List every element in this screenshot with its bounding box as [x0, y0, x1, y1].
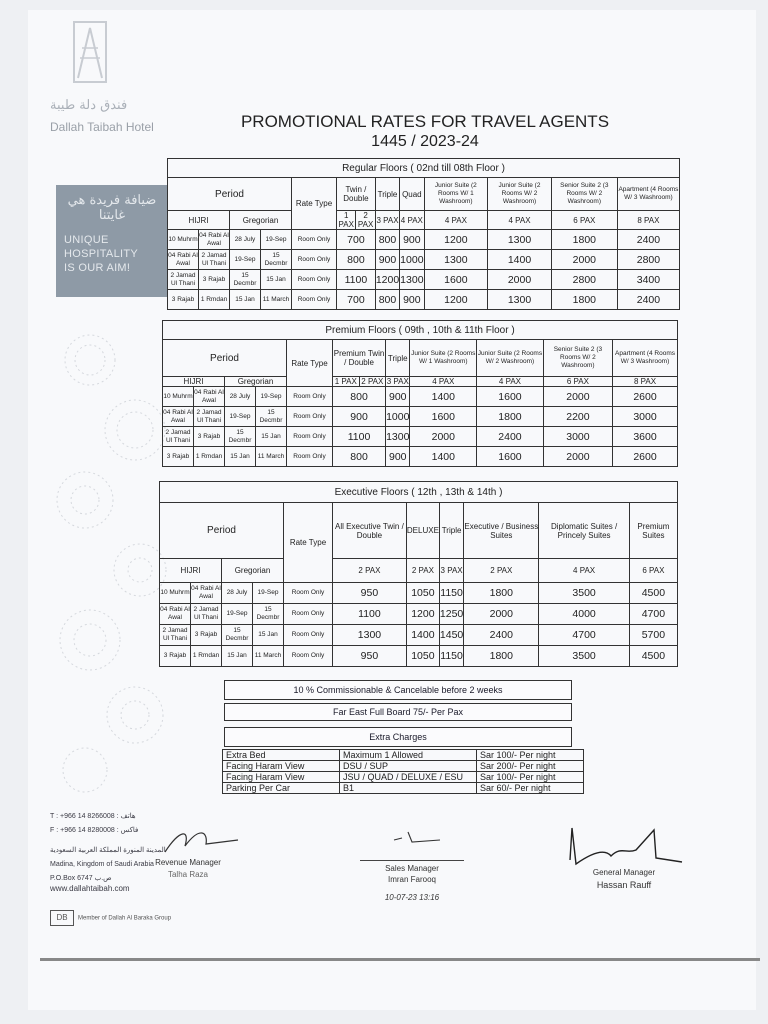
slogan-line-1: UNIQUE [64, 234, 109, 246]
rate-cell: 1300 [488, 230, 552, 250]
gregorian-start: 15 Decmbr [225, 427, 256, 447]
rate-cell: 1800 [551, 290, 617, 310]
pax-label: 4 PAX [539, 559, 629, 583]
gregorian-start: 15 Jan [222, 646, 253, 667]
rate-cell: 1100 [333, 604, 407, 625]
rate-cell: 2800 [551, 270, 617, 290]
rate-cell: 2400 [617, 230, 679, 250]
charge-row [223, 761, 584, 772]
table-row [160, 604, 678, 625]
rate-cell: 1050 [406, 583, 439, 604]
charge-condition: JSU / QUAD / DELUXE / ESU [340, 772, 477, 783]
rate-cell: 1200 [424, 290, 488, 310]
hijri-start: 3 Rajab [160, 646, 191, 667]
pax-label: 4 PAX [477, 377, 544, 387]
rate-cell: 900 [386, 387, 410, 407]
sales-signature-line [360, 860, 464, 861]
rate-cell: 2000 [410, 427, 477, 447]
gregorian-end: 11 March [253, 646, 284, 667]
general-manager-signature-icon [566, 820, 686, 872]
rate-type-cell: Room Only [284, 583, 333, 604]
hijri-start: 3 Rajab [168, 290, 199, 310]
gregorian-start: 19-Sep [225, 407, 256, 427]
rate-cell: 3000 [613, 407, 678, 427]
table-row [160, 646, 678, 667]
pax-label: 3 PAX [439, 559, 463, 583]
commission-note: 10 % Commissionable & Cancelable before 2 weeks [224, 680, 572, 700]
rate-type-cell: Room Only [292, 250, 337, 270]
sales-manager-signature-icon [390, 826, 450, 848]
gregorian-end: 19-Sep [256, 387, 287, 407]
rate-type-cell: Room Only [287, 407, 333, 427]
pax-label: 1 PAX [338, 211, 354, 229]
period-header: Period [168, 178, 292, 211]
gregorian-label: Gregorian [230, 211, 292, 230]
pax-label: 4 PAX [488, 211, 552, 230]
period-header: Period [160, 503, 284, 559]
pax-label: 6 PAX [551, 211, 617, 230]
rate-cell: 1400 [410, 387, 477, 407]
col-senior-suite: Senior Suite 2 (3 Rooms W/ 2 Washroom) [551, 178, 617, 211]
charge-price: Sar 100/- Per night [477, 750, 584, 761]
table-row [163, 447, 678, 467]
rate-cell: 800 [337, 250, 376, 270]
rate-cell: 2000 [488, 270, 552, 290]
rate-type-cell: Room Only [284, 625, 333, 646]
hijri-label: HIJRI [163, 377, 225, 387]
hijri-end: 04 Rabi Al Awal [199, 230, 230, 250]
rate-type-cell: Room Only [292, 230, 337, 250]
rate-type-cell: Room Only [292, 290, 337, 310]
col-premium-suites: Premium Suites [629, 503, 677, 559]
col-executive-suites: Executive / Business Suites [464, 503, 539, 559]
rate-cell: 3600 [613, 427, 678, 447]
slogan-arabic: ضيافة فريدة هي غايتنا [67, 193, 157, 223]
pax-label: 6 PAX [543, 377, 612, 387]
slogan-english [64, 233, 168, 275]
charge-condition: DSU / SUP [340, 761, 477, 772]
rate-cell: 2000 [464, 604, 539, 625]
col-junior-suite-2: Junior Suite (2 Rooms W/ 2 Washroom) [488, 178, 552, 211]
rate-cell: 2800 [617, 250, 679, 270]
rate-cell: 800 [375, 230, 399, 250]
rate-cell: 2400 [617, 290, 679, 310]
gregorian-end: 15 Jan [253, 625, 284, 646]
table-row [168, 270, 680, 290]
hijri-end: 1 Rmdan [194, 447, 225, 467]
rate-cell: 1150 [439, 646, 463, 667]
rate-type-cell: Room Only [287, 427, 333, 447]
regular-floors-title: Regular Floors ( 02nd till 08th Floor ) [168, 159, 680, 178]
rate-cell: 2000 [543, 447, 612, 467]
group-logo-icon: DB [50, 910, 74, 926]
gregorian-start: 19-Sep [230, 250, 261, 270]
premium-floors-table [162, 320, 678, 467]
pax-label: 2 PAX [464, 559, 539, 583]
charge-condition: B1 [340, 783, 477, 794]
slogan-line-3: IS OUR AIM! [64, 262, 131, 274]
rate-cell: 1450 [439, 625, 463, 646]
gregorian-label: Gregorian [225, 377, 287, 387]
rate-cell: 1300 [400, 270, 424, 290]
col-quad: Quad [400, 178, 424, 211]
pax-label: 4 PAX [400, 211, 424, 230]
hijri-end: 3 Rajab [191, 625, 222, 646]
rate-cell: 1300 [424, 250, 488, 270]
hijri-end: 3 Rajab [199, 270, 230, 290]
pax-label: 2 PAX [406, 559, 439, 583]
charge-row [223, 750, 584, 761]
rate-cell: 2600 [613, 447, 678, 467]
hijri-start: 3 Rajab [163, 447, 194, 467]
charge-condition: Maximum 1 Allowed [340, 750, 477, 761]
charge-row [223, 783, 584, 794]
gregorian-start: 15 Jan [225, 447, 256, 467]
rate-cell: 3500 [539, 583, 629, 604]
rate-cell: 2400 [464, 625, 539, 646]
rate-cell: 950 [333, 646, 407, 667]
rate-type-header: Rate Type [292, 178, 337, 230]
rate-cell: 4500 [629, 646, 677, 667]
charge-item: Parking Per Car [223, 783, 340, 794]
gregorian-end: 19-Sep [261, 230, 292, 250]
page-subtitle: 1445 / 2023-24 [371, 133, 479, 150]
extra-charges-table [222, 749, 584, 794]
rate-cell: 1050 [406, 646, 439, 667]
page-divider [40, 958, 760, 961]
gregorian-start: 15 Decmbr [230, 270, 261, 290]
rate-cell: 900 [386, 447, 410, 467]
hijri-end: 2 Jamad Ul Thani [199, 250, 230, 270]
pax-label: 2 PAX [357, 211, 374, 229]
executive-floors-title: Executive Floors ( 12th , 13th & 14th ) [160, 482, 678, 503]
website-link[interactable]: www.dallahtaibah.com [50, 884, 130, 893]
rate-cell: 1400 [410, 447, 477, 467]
hijri-start: 04 Rabi Al Awal [160, 604, 191, 625]
hijri-start: 10 Muhrm [160, 583, 191, 604]
hijri-end: 2 Jamad Ul Thani [194, 407, 225, 427]
rate-cell: 1600 [477, 447, 544, 467]
rate-cell: 800 [333, 387, 386, 407]
pax-label: 2 PAX [333, 559, 407, 583]
rate-cell: 5700 [629, 625, 677, 646]
rate-cell: 1600 [410, 407, 477, 427]
rate-cell: 1000 [400, 250, 424, 270]
rate-cell: 1600 [477, 387, 544, 407]
sales-manager-name: Imran Farooq [387, 875, 437, 884]
col-apartment: Apartment (4 Rooms W/ 3 Washroom) [617, 178, 679, 211]
charge-item: Facing Haram View [223, 772, 340, 783]
hotel-name-arabic: فندق دلة طيبة [50, 98, 128, 113]
rate-cell: 800 [375, 290, 399, 310]
member-text: Member of Dallah Al Baraka Group [78, 915, 172, 922]
rate-cell: 1100 [333, 427, 386, 447]
revenue-manager-name: Talha Raza [167, 870, 209, 879]
col-deluxe: DELUXE [406, 503, 439, 559]
rate-cell: 4700 [539, 625, 629, 646]
hijri-label: HIJRI [168, 211, 230, 230]
rate-cell: 1400 [488, 250, 552, 270]
po-box: P.O.Box 6747 ص.ب [50, 875, 112, 882]
col-junior-suite-2: Junior Suite (2 Rooms W/ 2 Washroom) [477, 340, 544, 377]
pax-label: 4 PAX [424, 211, 488, 230]
regular-floors-table [167, 158, 680, 310]
hijri-start: 04 Rabi Al Awal [163, 407, 194, 427]
rate-cell: 900 [333, 407, 386, 427]
gregorian-start: 19-Sep [222, 604, 253, 625]
general-manager-title: General Manager [592, 868, 656, 877]
hijri-start: 2 Jamad Ul Thani [168, 270, 199, 290]
document-date: 10-07-23 13:16 [384, 893, 440, 902]
page-title: PROMOTIONAL RATES FOR TRAVEL AGENTS [240, 112, 610, 131]
rate-cell: 2000 [543, 387, 612, 407]
pax-label: 8 PAX [617, 211, 679, 230]
rate-cell: 950 [333, 583, 407, 604]
rate-cell: 800 [333, 447, 386, 467]
rate-cell: 1800 [551, 230, 617, 250]
gregorian-end: 15 Decmbr [256, 407, 287, 427]
executive-floors-table [159, 481, 678, 667]
rate-type-cell: Room Only [287, 447, 333, 467]
col-triple: Triple [439, 503, 463, 559]
rate-cell: 900 [375, 250, 399, 270]
charge-price: Sar 60/- Per night [477, 783, 584, 794]
address-english: Madina, Kingdom of Saudi Arabia [50, 861, 154, 868]
rate-cell: 1400 [406, 625, 439, 646]
rate-cell: 1250 [439, 604, 463, 625]
group-membership [50, 910, 171, 926]
pax-label: 2 PAX [359, 377, 386, 387]
col-triple: Triple [375, 178, 399, 211]
hijri-end: 2 Jamad Ul Thani [191, 604, 222, 625]
pax-label: 1 PAX [333, 377, 360, 387]
hijri-end: 1 Rmdan [199, 290, 230, 310]
rate-cell: 1150 [439, 583, 463, 604]
rate-cell: 1300 [333, 625, 407, 646]
charge-price: Sar 100/- Per night [477, 772, 584, 783]
pax-label: 3 PAX [375, 211, 399, 230]
col-junior-suite-1: Junior Suite (2 Rooms W/ 1 Washroom) [424, 178, 488, 211]
gregorian-start: 28 July [230, 230, 261, 250]
pax-label: 6 PAX [629, 559, 677, 583]
slogan-block [56, 185, 168, 297]
pax-label: 4 PAX [410, 377, 477, 387]
hijri-start: 04 Rabi Al Awal [168, 250, 199, 270]
col-diplomatic-suites: Diplomatic Suites / Princely Suites [539, 503, 629, 559]
gregorian-end: 19-Sep [253, 583, 284, 604]
table-row [168, 230, 680, 250]
rate-cell: 2400 [477, 427, 544, 447]
general-manager-name: Hassan Rauff [596, 880, 652, 890]
table-row [168, 250, 680, 270]
charge-row [223, 772, 584, 783]
hijri-start: 10 Muhrm [163, 387, 194, 407]
extra-charges-title: Extra Charges [224, 727, 572, 747]
rate-cell: 700 [337, 230, 376, 250]
col-all-executive: All Executive Twin / Double [333, 503, 407, 559]
table-row [163, 427, 678, 447]
revenue-manager-title: Revenue Manager [155, 858, 221, 867]
gregorian-start: 15 Jan [230, 290, 261, 310]
charge-item: Extra Bed [223, 750, 340, 761]
table-row [163, 387, 678, 407]
fax-number: F : +966 14 8280008 : فاكس [50, 827, 139, 834]
rate-cell: 1800 [464, 646, 539, 667]
hijri-label: HIJRI [160, 559, 222, 583]
rate-type-cell: Room Only [292, 270, 337, 290]
gregorian-label: Gregorian [222, 559, 284, 583]
hijri-start: 2 Jamad Ul Thani [163, 427, 194, 447]
hijri-end: 04 Rabi Al Awal [191, 583, 222, 604]
rate-cell: 1300 [386, 427, 410, 447]
rate-cell: 3000 [543, 427, 612, 447]
premium-floors-title: Premium Floors ( 09th , 10th & 11th Floor ) [163, 321, 678, 340]
col-apartment: Apartment (4 Rooms W/ 3 Washroom) [613, 340, 678, 377]
rate-cell: 4000 [539, 604, 629, 625]
hijri-end: 1 Rmdan [191, 646, 222, 667]
hotel-name-english: Dallah Taibah Hotel [50, 120, 154, 134]
col-triple: Triple [386, 340, 410, 377]
rate-cell: 3500 [539, 646, 629, 667]
rate-cell: 1800 [464, 583, 539, 604]
rate-cell: 2200 [543, 407, 612, 427]
rate-cell: 1600 [424, 270, 488, 290]
rate-cell: 900 [400, 290, 424, 310]
table-row [160, 625, 678, 646]
rate-cell: 1200 [424, 230, 488, 250]
gregorian-start: 28 July [222, 583, 253, 604]
rate-cell: 1200 [375, 270, 399, 290]
gregorian-end: 11 March [261, 290, 292, 310]
rate-cell: 1200 [406, 604, 439, 625]
rate-cell: 1100 [337, 270, 376, 290]
pax-label: 3 PAX [386, 377, 409, 386]
sales-manager-title: Sales Manager [385, 864, 439, 873]
revenue-manager-signature-icon [160, 824, 240, 858]
pax-label: 8 PAX [613, 377, 678, 387]
col-senior-suite: Senior Suite 2 (3 Rooms W/ 2 Washroom) [543, 340, 612, 377]
rate-cell: 4500 [629, 583, 677, 604]
rate-type-header: Rate Type [287, 340, 333, 387]
rate-cell: 4700 [629, 604, 677, 625]
decorative-swirl-pattern [50, 320, 170, 800]
far-east-note: Far East Full Board 75/- Per Pax [224, 703, 572, 721]
col-premium-twin: Premium Twin / Double [333, 340, 386, 377]
gregorian-start: 15 Decmbr [222, 625, 253, 646]
charge-item: Facing Haram View [223, 761, 340, 772]
rate-cell: 700 [337, 290, 376, 310]
table-row [160, 583, 678, 604]
hijri-end: 3 Rajab [194, 427, 225, 447]
period-header: Period [163, 340, 287, 377]
gregorian-end: 15 Jan [261, 270, 292, 290]
rate-cell: 2600 [613, 387, 678, 407]
rate-type-cell: Room Only [287, 387, 333, 407]
rate-cell: 1800 [477, 407, 544, 427]
gregorian-end: 15 Decmbr [253, 604, 284, 625]
rate-cell: 900 [400, 230, 424, 250]
hijri-end: 04 Rabi Al Awal [194, 387, 225, 407]
rate-cell: 1300 [488, 290, 552, 310]
rate-cell: 1000 [386, 407, 410, 427]
hotel-logo-icon [60, 18, 120, 88]
rate-type-cell: Room Only [284, 604, 333, 625]
gregorian-end: 15 Decmbr [261, 250, 292, 270]
slogan-line-2: HOSPITALITY [64, 248, 138, 260]
col-twin-double: Twin / Double [337, 178, 376, 211]
charge-price: Sar 200/- Per night [477, 761, 584, 772]
address-arabic: المدينة المنورة المملكة العربية السعودية [50, 847, 166, 854]
gregorian-end: 11 March [256, 447, 287, 467]
hijri-start: 10 Muhrm [168, 230, 199, 250]
table-row [163, 407, 678, 427]
phone-number: T : +966 14 8266008 : هاتف [50, 813, 136, 820]
rate-type-header: Rate Type [284, 503, 333, 583]
hijri-start: 2 Jamad Ul Thani [160, 625, 191, 646]
gregorian-start: 28 July [225, 387, 256, 407]
rate-cell: 2000 [551, 250, 617, 270]
gregorian-end: 15 Jan [256, 427, 287, 447]
rate-cell: 3400 [617, 270, 679, 290]
col-junior-suite-1: Junior Suite (2 Rooms W/ 1 Washroom) [410, 340, 477, 377]
table-row [168, 290, 680, 310]
rate-type-cell: Room Only [284, 646, 333, 667]
